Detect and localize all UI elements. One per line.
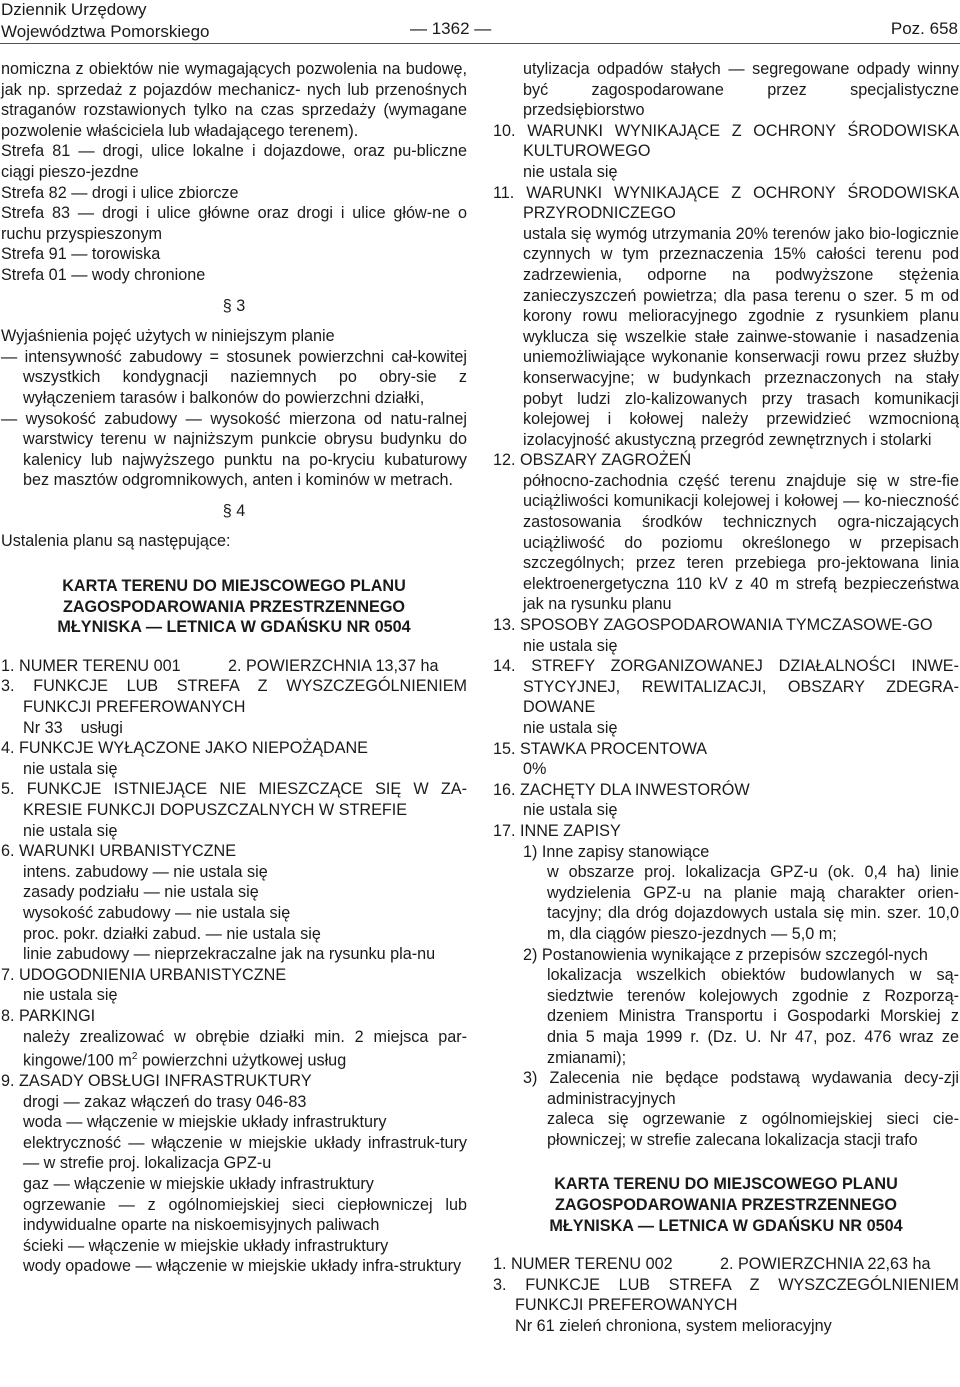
item-6-heading: 6. WARUNKI URBANISTYCZNE [1,842,237,861]
card-title-line3: MŁYNISKA — LETNICA W GDAŃSKU NR 0504 [549,1216,903,1235]
sub-item-1-heading: 1) Inne zapisy stanowiące [523,842,710,861]
item-9-value: drogi — zakaz włączeń do trasy 046-83 [23,1092,307,1111]
page-number: — 1362 — [410,19,492,38]
section-3-heading: § 3 [222,296,246,315]
zone-82: Strefa 82 — drogi i ulice zbiorcze [1,183,239,202]
item-7-value: nie ustala się [23,986,118,1005]
item-4-value: nie ustala się [23,759,118,778]
item-9-value: gaz — włączenie w miejskie układy infrastruktury [23,1175,374,1194]
item-8-heading: 8. PARKINGI [1,1006,96,1025]
item-6-value: zasady podziału — nie ustala się [23,883,259,902]
item-6-value: proc. pokr. działki zabud. — nie ustala się [23,924,321,943]
sub-item-3-heading: 3) Zalecenia nie będące podstawą wydawania decy-zji administracyjnych [523,1069,959,1108]
item-15-heading: 15. STAWKA PROCENTOWA [493,739,708,758]
section-4-heading: § 4 [222,501,246,520]
definition-height: — wysokość zabudowy — wysokość mierzona od natu-ralnej warstwicy terenu w najniższym punkcie obrysu budynku do kalenicy lub najwyższego punktu na po-kryciu kubaturowy bez masztów odgromnikowych, anten i kominów w metrach. [1,409,467,490]
item-12-heading: 12. OBSZARY ZAGROŻEŃ [493,451,692,470]
sub-item-2-value: lokalizacja wszelkich obiektów budowlanych w są-siedztwie terenów kolejowych zgodnie z Rozporzą-dzeniem Ministra Transportu i Gospodarki Morskiej z dnia 5 maja 1999 r. (Dz. U. Nr 47, poz. 476 wraz ze zmianami); [547,966,959,1067]
journal-region: Województwa Pomorskiego [1,22,210,41]
card-title-line2: ZAGOSPODAROWANIA PRZESTRZENNEGO [554,1196,898,1215]
zone-01: Strefa 01 — wody chronione [1,265,206,284]
sub-item-3-value: zaleca się ogrzewanie z ogólnomiejskiej sieci cie-płowniczej; w strefie zalecana lokalizacja stacji trafo [547,1110,959,1149]
definition-intensity: — intensywność zabudowy = stosunek powierzchni cał-kowitej wszystkich kondygnacji naziemnych po obry-sie z wyłączeniem tarasów i balkonów do powierzchni działki, [1,347,467,407]
item-9-value: woda — włączenie w miejskie układy infrastruktury [23,1113,387,1132]
section-3-intro: Wyjaśnienia pojęć użytych w niniejszym planie [1,327,335,346]
item-11-heading: 11. WARUNKI WYNIKAJĄCE Z OCHRONY ŚRODOWISKA PRZYRODNICZEGO [493,183,959,223]
page-header [0,0,960,46]
item-16-value: nie ustala się [523,801,618,820]
item-3-heading: 3. FUNKCJE LUB STREFA Z WYSZCZEGÓLNIENIEM FUNKCJI PREFEROWANYCH [493,1275,959,1315]
intro-text: nomiczna z obiektów nie wymagających pozwolenia na budowę, jak np. sprzedaż z pojazdów mechanicz- nych lub przenośnych straganów rozstawionych tylko na czas sprzedaży (wymagane pozwolenie właściciela lub władającego terenem). [1,60,468,140]
section-4-intro: Ustalenia planu są następujące: [1,532,231,551]
item-6-value: linie zabudowy — nieprzekraczalne jak na rysunku pla-nu [23,945,436,964]
item-13-value: nie ustala się [523,636,618,655]
zone-91: Strefa 91 — torowiska [1,245,161,264]
item-1-2: 1. NUMER TERENU 002 2. POWIERZCHNIA 22,63 ha [493,1255,931,1274]
continued-text: utylizacja odpadów stałych — segregowane odpady winny być zagospodarowane przez specjalistyczne przedsiębiorstwo [523,60,959,120]
item-14-heading: 14. STREFY ZORGANIZOWANEJ DZIAŁALNOŚCI INWE-STYCYJNEJ, REWITALIZACJI, OBSZARY ZDEGRA-DOWANE [493,657,959,717]
sub-item-2-heading: 2) Postanowienia wynikające z przepisów szczegól-nych [523,945,928,964]
item-10-value: nie ustala się [523,162,618,181]
card-title-line3: MŁYNISKA — LETNICA W GDAŃSKU NR 0504 [57,618,411,637]
item-1-2: 1. NUMER TERENU 001 2. POWIERZCHNIA 13,37 ha [1,656,439,675]
item-14-value: nie ustala się [523,719,618,737]
item-9-value: elektryczność — włączenie w miejskie układy infrastruk-tury — w strefie proj. lokalizacja GPZ-u [23,1133,467,1173]
item-9-value: wody opadowe — włączenie w miejskie układy infra-struktury [23,1257,462,1276]
item-9-value: ogrzewanie — z ogólnomiejskiej sieci ciepłowniczej lub indywidualne oparte na niskoemisyjnych paliwach [23,1195,467,1235]
item-15-value: 0% [523,760,547,779]
item-12-value: północno-zachodnia część terenu znajduje się w stre-fie uciążliwości komunikacji kolejowej i kołowej — ko-nieczność zastosowania środków technicznych ogra-niczających uciążliwość do poziomu określonego w przepisach szczególnych; przez teren przebiega pro-jektowana linia elektroenergetyczna 110 kV z 40 m strefą bezpieczeństwa jak na rysunku planu [523,471,959,614]
item-8-value: należy zrealizować w obrębie działki min. 2 miejsca par-kingowe/100 $m^2$ powierzchni użytkowej usług [23,1027,467,1070]
item-13-heading: 13. SPOSOBY ZAGOSPODAROWANIA TYMCZASOWE-GO [493,616,933,635]
item-16-heading: 16. ZACHĘTY DLA INWESTORÓW [493,780,750,799]
item-7-heading: 7. UDOGODNIENIA URBANISTYCZNE [1,965,287,984]
item-11-value: ustala się wymóg utrzymania 20% terenów jako bio-logicznie czynnych w tym przeznaczenia 15% całości terenu pod zadrzewienia, odporne na podwyższone stężenia zanieczyszczeń powietrza; dla pasa terenu o szer. 5 m od korony rowu melioracyjnego zgodnie z rysunkiem planu wyklucza się wszelkie stałe zainwe-stowanie i nasadzenia uniemożliwiające wykonanie konserwacji rowu przez służby konserwacyjne; w budynkach przeznaczonych na stały pobyt ludzi zlo-kalizowanych przy trasach komunikacji kolejowej i kołowej należy przewidzieć wzmocnioną izolacyjność akustyczną przegród zewnętrznych i stolarki [523,224,959,449]
item-3-heading: 3. FUNKCJE LUB STREFA Z WYSZCZEGÓLNIENIEM FUNKCJI PREFEROWANYCH [1,677,467,717]
superscript: 2 [131,1051,138,1063]
item-5-heading: 5. FUNKCJE ISTNIEJĄCE NIE MIESZCZĄCE SIĘ W ZA-KRESIE FUNKCJI DOPUSZCZALNYCH W STREFIE [1,780,467,819]
item-3-value: Nr 33 usługi [23,718,123,737]
zone-83: Strefa 83 — drogi i ulice główne oraz drogi i ulice głów-ne o ruchu przyspieszonym [1,204,467,243]
item-4-heading: 4. FUNKCJE WYŁĄCZONE JAKO NIEPOŻĄDANE [1,739,368,758]
header-divider [0,43,960,44]
item-17-heading: 17. INNE ZAPISY [493,821,621,840]
card-title-line2: ZAGOSPODAROWANIA PRZESTRZENNEGO [62,597,406,616]
sub-item-1-value: w obszarze proj. lokalizacja GPZ-u (ok. 0,4 ha) linie wydzielenia GPZ-u na planie mają charakter orien-tacyjny; dla dróg dojazdowych ustala się min. szer. 10,0 m, dla ciągów pieszo-jezdnych — 5,0 m; [547,863,959,943]
zone-81: Strefa 81 — drogi, ulice lokalne i dojazdowe, oraz pu-bliczne ciągi pieszo-jezdne [1,142,467,181]
left-column [1,59,467,1277]
journal-name: Dziennik Urzędowy [1,0,147,19]
card-title-line1: KARTA TERENU DO MIEJSCOWEGO PLANU [554,1175,898,1194]
position-number: Poz. 658 [890,19,958,38]
right-column [493,59,959,1337]
item-6-value: intens. zabudowy — nie ustala się [23,862,268,881]
item-9-value: ścieki — włączenie w miejskie układy infrastruktury [23,1236,389,1255]
item-5-value: nie ustala się [23,821,118,840]
item-6-value: wysokość zabudowy — nie ustala się [23,903,291,922]
journal-title [1,0,210,43]
item-9-heading: 9. ZASADY OBSŁUGI INFRASTRUKTURY [1,1072,312,1091]
card-title-line1: KARTA TERENU DO MIEJSCOWEGO PLANU [62,577,406,596]
item-3-value: Nr 61 zieleń chroniona, system melioracyjny [515,1317,832,1336]
item-10-heading: 10. WARUNKI WYNIKAJĄCE Z OCHRONY ŚRODOWISKA KULTUROWEGO [493,121,959,161]
